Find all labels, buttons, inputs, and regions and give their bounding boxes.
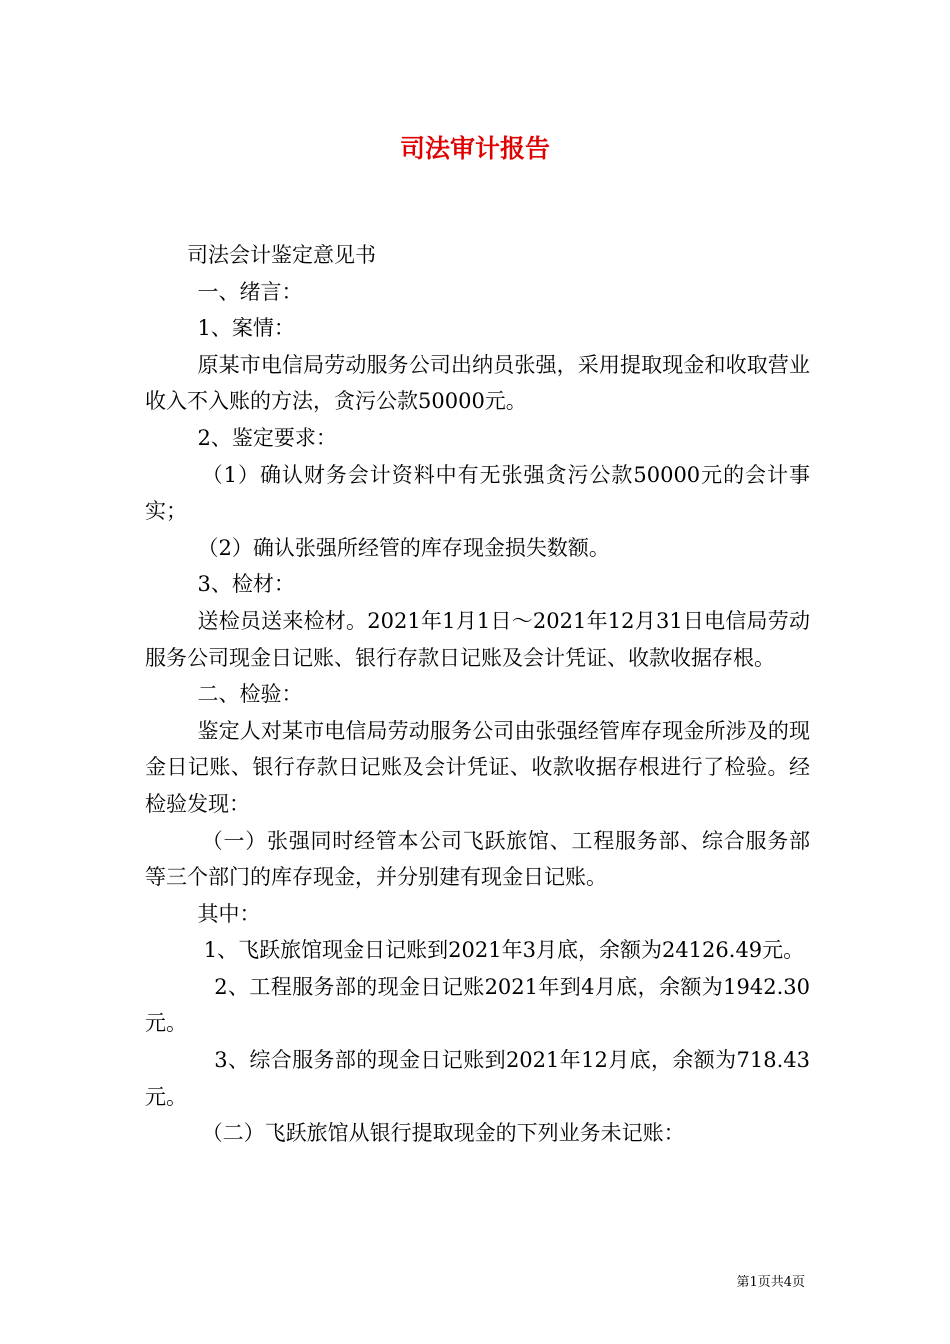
paragraph: （2）确认张强所经管的库存现金损失数额。: [197, 535, 610, 560]
paragraph: 原某市电信局劳动服务公司出纳员张强，采用提取现金和收取营业收入不入账的方法，贪污公款50000元。: [145, 352, 810, 414]
paragraph: 3、检材：: [197, 572, 295, 597]
paragraph: （一）张强同时经管本公司飞跃旅馆、工程服务部、综合服务部等三个部门的库存现金，并分别建有现金日记账。: [145, 828, 810, 890]
paragraph: 二、检验：: [197, 682, 303, 707]
paragraph: 2、工程服务部的现金日记账2021年到4月底，余额为1942.30元。: [145, 974, 810, 1036]
page-number: 第1页共4页: [736, 1275, 805, 1290]
paragraph: 1、案情：: [197, 316, 295, 341]
paragraph: 其中：: [197, 901, 261, 926]
paragraph: 鉴定人对某市电信局劳动服务公司由张强经管库存现金所涉及的现金日记账、银行存款日记账及会计凭证、收款收据存根进行了检验。经检验发现：: [145, 718, 810, 816]
paragraph: （1）确认财务会计资料中有无张强贪污公款50000元的会计事实；: [145, 462, 810, 524]
paragraph: 一、绪言：: [197, 279, 303, 304]
page-title: 司法审计报告: [399, 134, 550, 163]
paragraph: 3、综合服务部的现金日记账到2021年12月底，余额为718.43元。: [145, 1048, 810, 1109]
paragraph: （二）飞跃旅馆从银行提取现金的下列业务未记账：: [201, 1121, 685, 1146]
document-body: [145, 237, 810, 1152]
paragraph: 司法会计鉴定意见书: [187, 243, 376, 267]
paragraph: 2、鉴定要求：: [197, 425, 337, 450]
paragraph: 送检员送来检材。2021年1月1日～2021年12月31日电信局劳动服务公司现金日记账、银行存款日记账及会计凭证、收款收据存根。: [145, 608, 810, 670]
paragraph: 1、飞跃旅馆现金日记账到2021年3月底，余额为24126.49元。: [203, 938, 805, 963]
